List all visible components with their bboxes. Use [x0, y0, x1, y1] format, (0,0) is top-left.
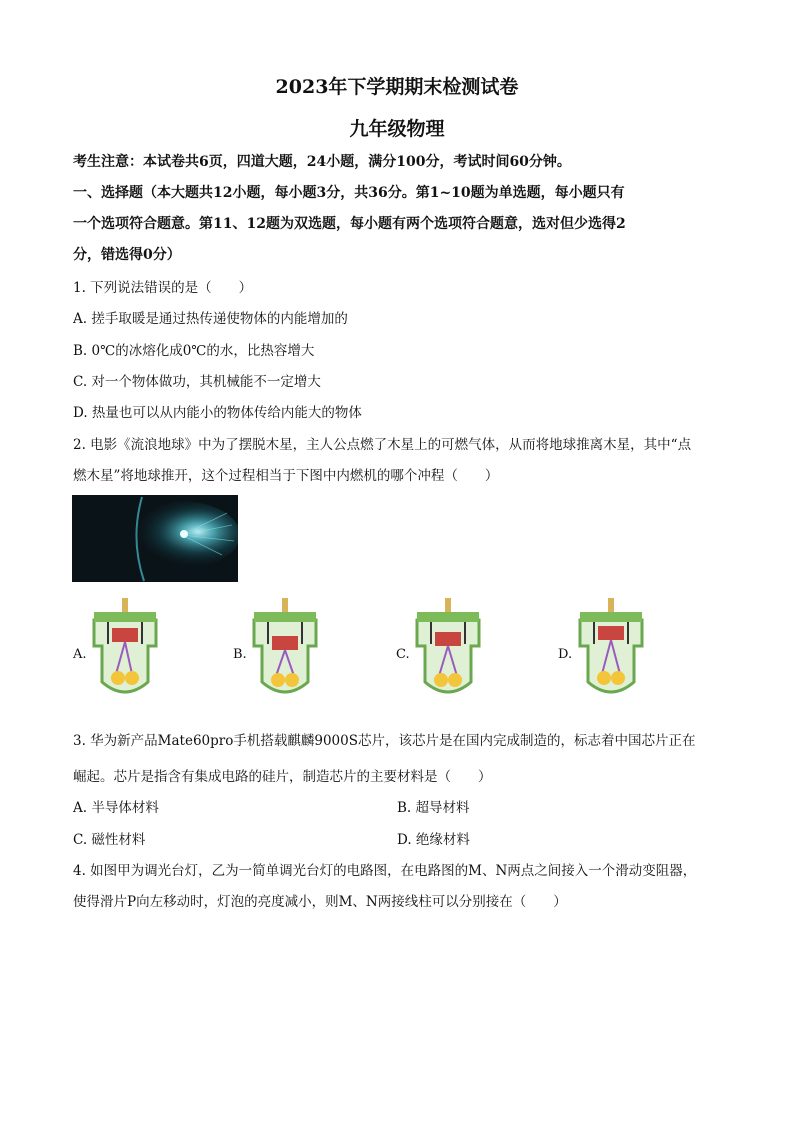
q4-stem-line2: 使得滑片P向左移动时，灯泡的亮度减小，则M、N两接线柱可以分别接在（ ） [73, 894, 567, 910]
section1-heading-line1: 一、选择题（本大题共12小题，每小题3分，共36分。第1~10题为单选题，每小题只有 [73, 185, 625, 201]
wandering-earth-photo [72, 495, 238, 582]
q3-option-c: C. 磁性材料 [73, 832, 146, 848]
q1-stem: 1. 下列说法错误的是（ ） [73, 280, 253, 296]
engine-diagram-d [572, 598, 650, 704]
engine-diagram-c [409, 598, 487, 704]
q3-option-a: A. 半导体材料 [73, 800, 159, 816]
exam-notice: 考生注意：本试卷共6页，四道大题，24小题，满分100分，考试时间60分钟。 [73, 154, 571, 170]
q1-option-c: C. 对一个物体做功，其机械能不一定增大 [73, 374, 321, 390]
q1-option-b: B. 0℃的冰熔化成0℃的水，比热容增大 [73, 343, 315, 359]
engine-option-b-label: B. [233, 647, 247, 662]
q3-option-d: D. 绝缘材料 [397, 832, 470, 848]
section1-heading-line2: 一个选项符合题意。第11、12题为双选题，每小题有两个选项符合题意，选对但少选得2 [73, 216, 626, 232]
engine-diagram-a [86, 598, 164, 704]
engine-option-a-label: A. [73, 647, 87, 662]
q2-stem-line2: 燃木星”将地球推开，这个过程相当于下图中内燃机的哪个冲程（ ） [73, 468, 499, 484]
q1-option-a: A. 搓手取暖是通过热传递使物体的内能增加的 [73, 311, 348, 327]
engine-option-c-label: C. [396, 647, 410, 662]
q3-stem-line1: 3. 华为新产品Mate60pro手机搭载麒麟9000S芯片，该芯片是在国内完成制造的，标志着中国芯片正在 [73, 733, 696, 749]
q3-option-b: B. 超导材料 [397, 800, 470, 816]
exam-title: 2023年下学期期末检测试卷 [275, 76, 519, 98]
q2-stem-line1: 2. 电影《流浪地球》中为了摆脱木星，主人公点燃了木星上的可燃气体，从而将地球推离木星，其中“点 [73, 437, 692, 453]
q3-stem-line2: 崛起。芯片是指含有集成电路的硅片，制造芯片的主要材料是（ ） [73, 769, 492, 785]
engine-diagram-b [246, 598, 324, 704]
q4-stem-line1: 4. 如图甲为调光台灯，乙为一简单调光台灯的电路图，在电路图的M、N两点之间接入一个滑动变阻器， [73, 863, 697, 879]
section1-heading-line3: 分，错选得0分） [73, 247, 181, 263]
exam-subtitle: 九年级物理 [349, 118, 445, 140]
engine-option-d-label: D. [558, 647, 573, 662]
q1-option-d: D. 热量也可以从内能小的物体传给内能大的物体 [73, 405, 362, 421]
